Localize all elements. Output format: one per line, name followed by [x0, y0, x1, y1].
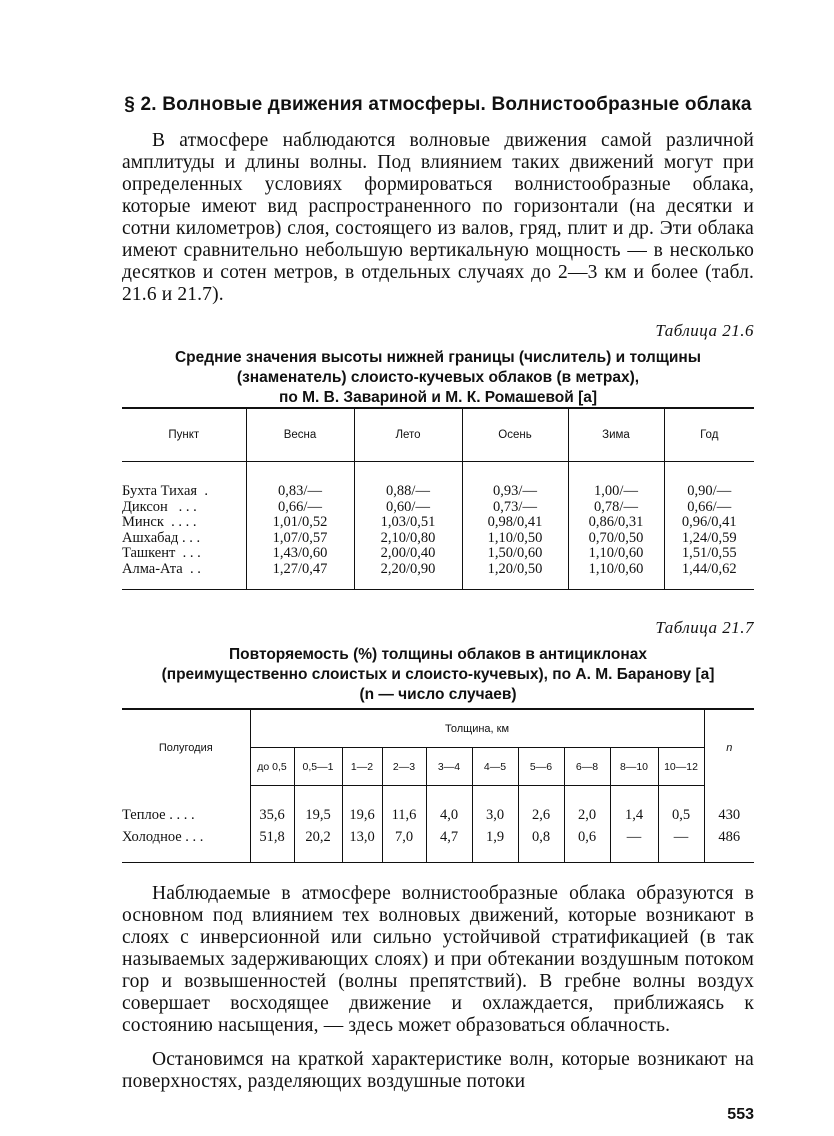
header-station: Пункт [122, 408, 246, 462]
bin-header: 5—6 [518, 748, 564, 786]
table-cell: 3,0 [472, 786, 518, 827]
table-header-row [122, 408, 754, 462]
table-cell-n: 430 [704, 786, 754, 827]
row-label: Холодное . . . [122, 829, 204, 845]
page [122, 0, 754, 1136]
table-21-7-number: Таблица 21.7 [655, 618, 754, 637]
header-n: n [704, 709, 754, 786]
table-cell: 11,6 [382, 786, 426, 827]
table-title-line: (n — число случаев) [359, 686, 517, 703]
table-cell: 4,0 [426, 786, 472, 827]
paragraph-wave-clouds: Наблюдаемые в атмосфере волнистообразные облака образуются в основном под влиянием тех волновых движений, которые возникают в слоях с инверсионной или сильно устойчивой стратификацией (в так называемых задерживающих слоях) и при обтекании воздушным потоком гор и возвышенностей (волны препятствий). В гребне волны воздух совершает восходящее движение и охлаждается, приближаясь к состоянию насыщения, — здесь может образоваться облачность. [122, 883, 754, 1036]
table-cell: 2,0 [564, 786, 610, 827]
header-half-year: Полугодия [122, 709, 250, 786]
header-winter: Зима [568, 408, 664, 462]
table-cell: 4,7 [426, 826, 472, 863]
year-values-cell: 0,90/— 0,66/— 0,96/0,41 1,24/0,59 1,51/0,55 1,44/0,62 [664, 462, 754, 590]
bin-header: 1—2 [342, 748, 382, 786]
table-body-row [122, 462, 754, 590]
table-cell: 7,0 [382, 826, 426, 863]
table-cell: 0,5 [658, 786, 704, 827]
bin-header: 6—8 [564, 748, 610, 786]
bin-header: 0,5—1 [294, 748, 342, 786]
table-title-line: Средние значения высоты нижней границы (числитель) и толщины [174, 349, 701, 366]
table-21-6-title [122, 348, 754, 408]
header-year: Год [664, 408, 754, 462]
bin-header: 10—12 [658, 748, 704, 786]
table-cell: 0,6 [564, 826, 610, 863]
bin-header: 8—10 [610, 748, 658, 786]
table-21-7 [122, 708, 754, 863]
table-cell: 1,4 [610, 786, 658, 827]
row-label: Теплое . . . . [122, 806, 195, 823]
table-cell: 13,0 [342, 826, 382, 863]
table-title-line: Повторяемость (%) толщины облаков в антициклонах [229, 646, 647, 663]
header-thickness: Толщина, км [250, 709, 704, 748]
table-cell: 1,9 [472, 826, 518, 863]
table-cell: 19,6 [342, 786, 382, 827]
autumn-values-cell: 0,93/— 0,73/— 0,98/0,41 1,10/0,50 1,50/0,60 1,20/0,50 [462, 462, 568, 590]
header-spring: Весна [246, 408, 354, 462]
bin-header: до 0,5 [250, 748, 294, 786]
table-21-6-number: Таблица 21.6 [655, 321, 754, 340]
table-cell-n: 486 [704, 826, 754, 863]
section-heading: § 2. Волновые движения атмосферы. Волнистообразные облака [124, 94, 752, 115]
table-cell: 0,8 [518, 826, 564, 863]
table-cell: — [658, 826, 704, 863]
table-cell: — [610, 826, 658, 863]
table-21-7-title [122, 645, 754, 705]
table-cell: 19,5 [294, 786, 342, 827]
table-21-6 [122, 407, 754, 590]
page-number: 553 [727, 1106, 754, 1123]
bin-header: 3—4 [426, 748, 472, 786]
header-summer: Лето [354, 408, 462, 462]
bin-header: 2—3 [382, 748, 426, 786]
table-title-line: по М. В. Завариной и М. К. Ромашевой [а] [278, 389, 598, 406]
winter-values-cell: 1,00/— 0,78/— 0,86/0,31 0,70/0,50 1,10/0,60 1,10/0,60 [568, 462, 664, 590]
paragraph-continued: Остановимся на краткой характеристике волн, которые возникают на поверхностях, разделяющих воздушные потоки [122, 1049, 754, 1092]
table-cell: 20,2 [294, 826, 342, 863]
table-title-line: (знаменатель) слоисто-кучевых облаков (в метрах), [236, 369, 640, 386]
header-autumn: Осень [462, 408, 568, 462]
table-title-line: (преимущественно слоистых и слоисто-кучевых), по А. М. Баранову [а] [161, 666, 715, 683]
table-cell: 35,6 [250, 786, 294, 827]
table-cell: 51,8 [250, 826, 294, 863]
station-names-cell: Бухта Тихая . Диксон . . . Минск . . . . Ашхабад . . . Ташкент . . . Алма-Ата . . [122, 483, 208, 577]
bin-header: 4—5 [472, 748, 518, 786]
table-header-row [122, 709, 754, 748]
table-row-cold [122, 826, 754, 863]
table-row-warm [122, 786, 754, 827]
paragraph-intro: В атмосфере наблюдаются волновые движения самой различной амплитуды и длины волны. Под влиянием таких движений могут при определенных условиях формироваться волнистообразные облака, которые имеют вид распространенного по горизонтали (на десятки и сотни километров) слоя, состоящего из валов, гряд, плит и др. Эти облака имеют сравнительно небольшую вертикальную мощность — в несколько десятков и сотен метров, в отдельных случаях до 2—3 км и более (табл. 21.6 и 21.7). [122, 130, 754, 305]
spring-values-cell: 0,83/— 0,66/— 1,01/0,52 1,07/0,57 1,43/0,60 1,27/0,47 [246, 462, 354, 590]
table-cell: 2,6 [518, 786, 564, 827]
summer-values-cell: 0,88/— 0,60/— 1,03/0,51 2,10/0,80 2,00/0,40 2,20/0,90 [354, 462, 462, 590]
